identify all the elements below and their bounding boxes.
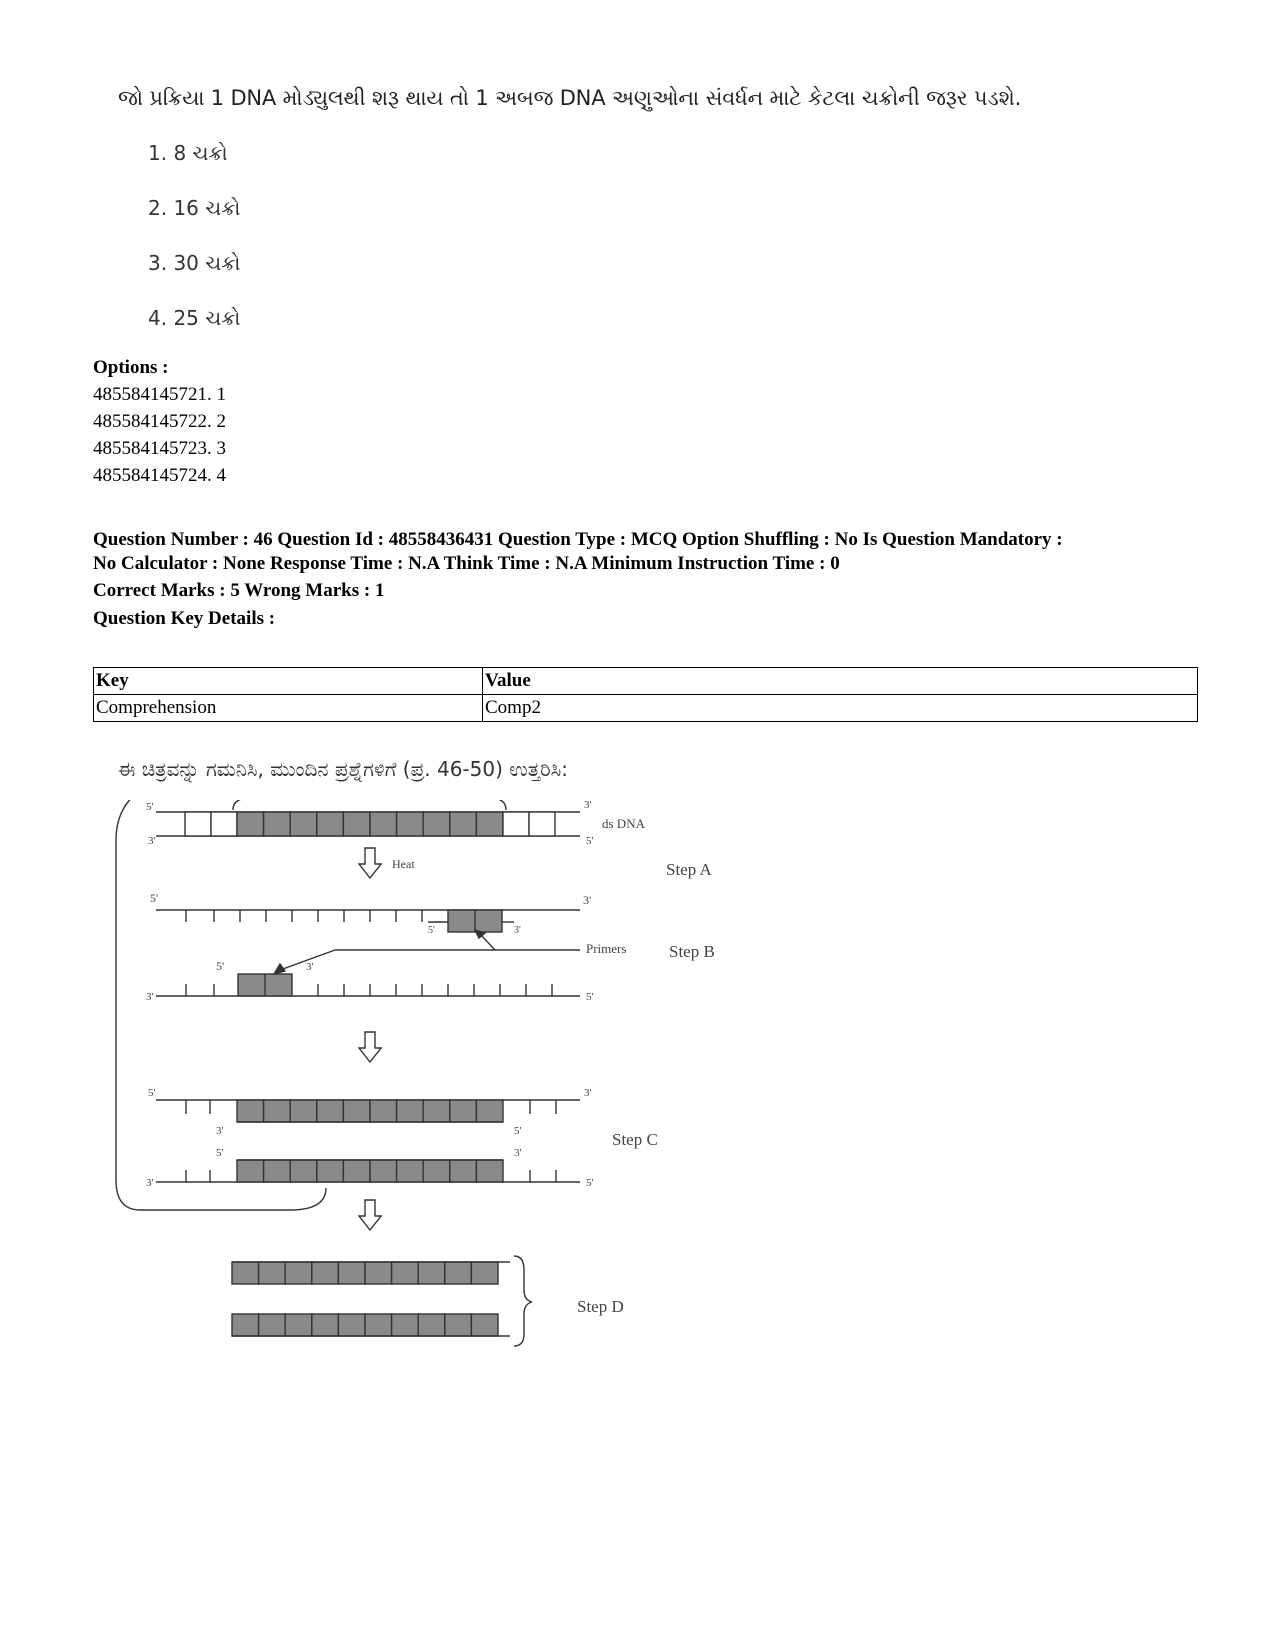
dna-box-product <box>232 1262 259 1284</box>
dna-box-new <box>290 1160 317 1182</box>
dna-box-target <box>343 812 370 836</box>
dna-box-new <box>397 1100 424 1122</box>
dna-box-new <box>476 1100 503 1122</box>
dna-box-product <box>471 1262 498 1284</box>
down-arrow-icon <box>359 1032 381 1062</box>
dna-box-new <box>343 1160 370 1182</box>
dna-box-target <box>476 812 503 836</box>
dna-box-new <box>397 1160 424 1182</box>
dna-box-target <box>290 812 317 836</box>
end-label: 3' <box>306 961 314 973</box>
dna-box-target <box>237 812 264 836</box>
dna-box-product <box>285 1262 312 1284</box>
dna-box-product <box>445 1314 472 1336</box>
end-label: 5' <box>514 1125 522 1137</box>
question-meta-line1: Question Number : 46 Question Id : 48558436431 Question Type : MCQ Option Shuffling : No Is Question Mandatory : <box>93 529 1063 550</box>
table-header-value: Value <box>483 668 1198 695</box>
table-header-key: Key <box>94 668 483 695</box>
question-meta-line2: No Calculator : None Response Time : N.A Think Time : N.A Minimum Instruction Time : 0 <box>93 553 840 574</box>
dna-box-white <box>211 812 237 836</box>
dna-box-target <box>397 812 424 836</box>
dna-box-target <box>264 812 291 836</box>
dna-box-new <box>370 1100 397 1122</box>
option-3: 485584145723. 3 <box>93 438 226 459</box>
choice-2: 2. 16 ચક્રો <box>148 196 241 220</box>
choice-3: 3. 30 ચક્રો <box>148 251 241 275</box>
end-label: 5' <box>150 891 159 905</box>
dna-box-white <box>503 812 529 836</box>
end-label: 3' <box>514 1147 522 1159</box>
end-label: 5' <box>148 1087 156 1099</box>
dna-box-white <box>529 812 555 836</box>
primer-pointer <box>480 934 495 950</box>
end-label: 5' <box>146 801 154 813</box>
end-label: 3' <box>148 835 156 847</box>
option-4: 485584145724. 4 <box>93 465 226 486</box>
dna-box-product <box>392 1314 419 1336</box>
dna-box-new <box>237 1100 264 1122</box>
step-c-label: Step C <box>612 1130 658 1149</box>
primers-label: Primers <box>586 941 627 956</box>
dna-box-white <box>185 812 211 836</box>
dna-box-new <box>423 1100 450 1122</box>
diagram-caption: ಈ ಚಿತ್ರವನ್ನು ಗಮನಿಸಿ, ಮುಂದಿನ ಪ್ರಶ್ನೆಗಳಿಗೆ (ಪ್ರ. 46-50) ಉತ್ತರಿಸಿ: <box>118 757 568 781</box>
end-label: 5' <box>216 959 225 973</box>
choice-1: 1. 8 ચક્રો <box>148 141 228 165</box>
step-d-brace <box>514 1256 532 1346</box>
dna-box-new <box>264 1100 291 1122</box>
key-details-label: Question Key Details : <box>93 608 276 629</box>
dna-box-new <box>450 1100 477 1122</box>
end-label: 5' <box>586 1177 594 1189</box>
dna-box-product <box>418 1262 445 1284</box>
dna-box-product <box>285 1314 312 1336</box>
choice-4: 4. 25 ચક્રો <box>148 306 241 330</box>
table-header-row <box>94 668 1198 695</box>
end-label: 3' <box>584 1087 592 1099</box>
dna-box-product <box>338 1314 365 1336</box>
dna-box-target <box>317 812 344 836</box>
step-d-label: Step D <box>577 1297 624 1316</box>
dna-box-product <box>471 1314 498 1336</box>
key-details-table <box>93 667 1198 722</box>
dna-box-new <box>317 1160 344 1182</box>
pointer-arrow-icon <box>274 964 285 974</box>
dna-box-target <box>423 812 450 836</box>
end-label: 3' <box>146 1177 154 1189</box>
dna-box-target <box>450 812 477 836</box>
dna-box-new <box>317 1100 344 1122</box>
pcr-diagram <box>110 800 750 1360</box>
cycle-loop <box>116 800 372 1210</box>
table-cell-value: Comp2 <box>483 695 1198 722</box>
step-a-label: Step A <box>666 860 712 879</box>
end-label: 3' <box>216 1125 224 1137</box>
dna-box-product <box>312 1262 339 1284</box>
option-2: 485584145722. 2 <box>93 411 226 432</box>
end-label: 5' <box>216 1147 224 1159</box>
end-label: 3' <box>146 991 154 1003</box>
ds-dna-label: ds DNA <box>602 816 645 831</box>
question-text: જો પ્રક્રિયા 1 DNA મોડ્યુલથી શરૂ થાય તો 1 અબજ DNA અણુઓના સંવર્ધન માટે કેટલા ચક્રોની જરૂર પડશે. <box>118 86 1022 110</box>
dna-box-new <box>370 1160 397 1182</box>
dna-box-new <box>290 1100 317 1122</box>
dna-box-new <box>237 1160 264 1182</box>
down-arrow-icon <box>359 1200 381 1230</box>
dna-box-product <box>365 1314 392 1336</box>
dna-box-product <box>418 1314 445 1336</box>
options-label: Options : <box>93 357 169 378</box>
end-label: 5' <box>586 991 594 1003</box>
option-1: 485584145721. 1 <box>93 384 226 405</box>
end-label: 5' <box>428 925 435 936</box>
dna-box-product <box>312 1314 339 1336</box>
dna-box-product <box>259 1314 286 1336</box>
dna-box-product <box>232 1314 259 1336</box>
dna-box-new <box>450 1160 477 1182</box>
dna-box-product <box>392 1262 419 1284</box>
table-cell-key: Comprehension <box>94 695 483 722</box>
dna-box-new <box>264 1160 291 1182</box>
dna-box-product <box>365 1262 392 1284</box>
end-label: 3' <box>583 893 592 907</box>
marks-line: Correct Marks : 5 Wrong Marks : 1 <box>93 580 385 601</box>
dna-box-product <box>338 1262 365 1284</box>
end-label: 3' <box>514 925 521 936</box>
table-row <box>94 695 1198 722</box>
heat-label: Heat <box>392 857 415 871</box>
step-b-label: Step B <box>669 942 715 961</box>
dna-box-new <box>423 1160 450 1182</box>
dna-box-product <box>259 1262 286 1284</box>
region-brace <box>233 800 506 810</box>
dna-box-product <box>445 1262 472 1284</box>
end-label: 5' <box>586 835 594 847</box>
down-arrow-icon <box>359 848 381 878</box>
dna-box-target <box>370 812 397 836</box>
end-label: 3' <box>584 800 592 811</box>
dna-box-new <box>476 1160 503 1182</box>
dna-box-new <box>343 1100 370 1122</box>
